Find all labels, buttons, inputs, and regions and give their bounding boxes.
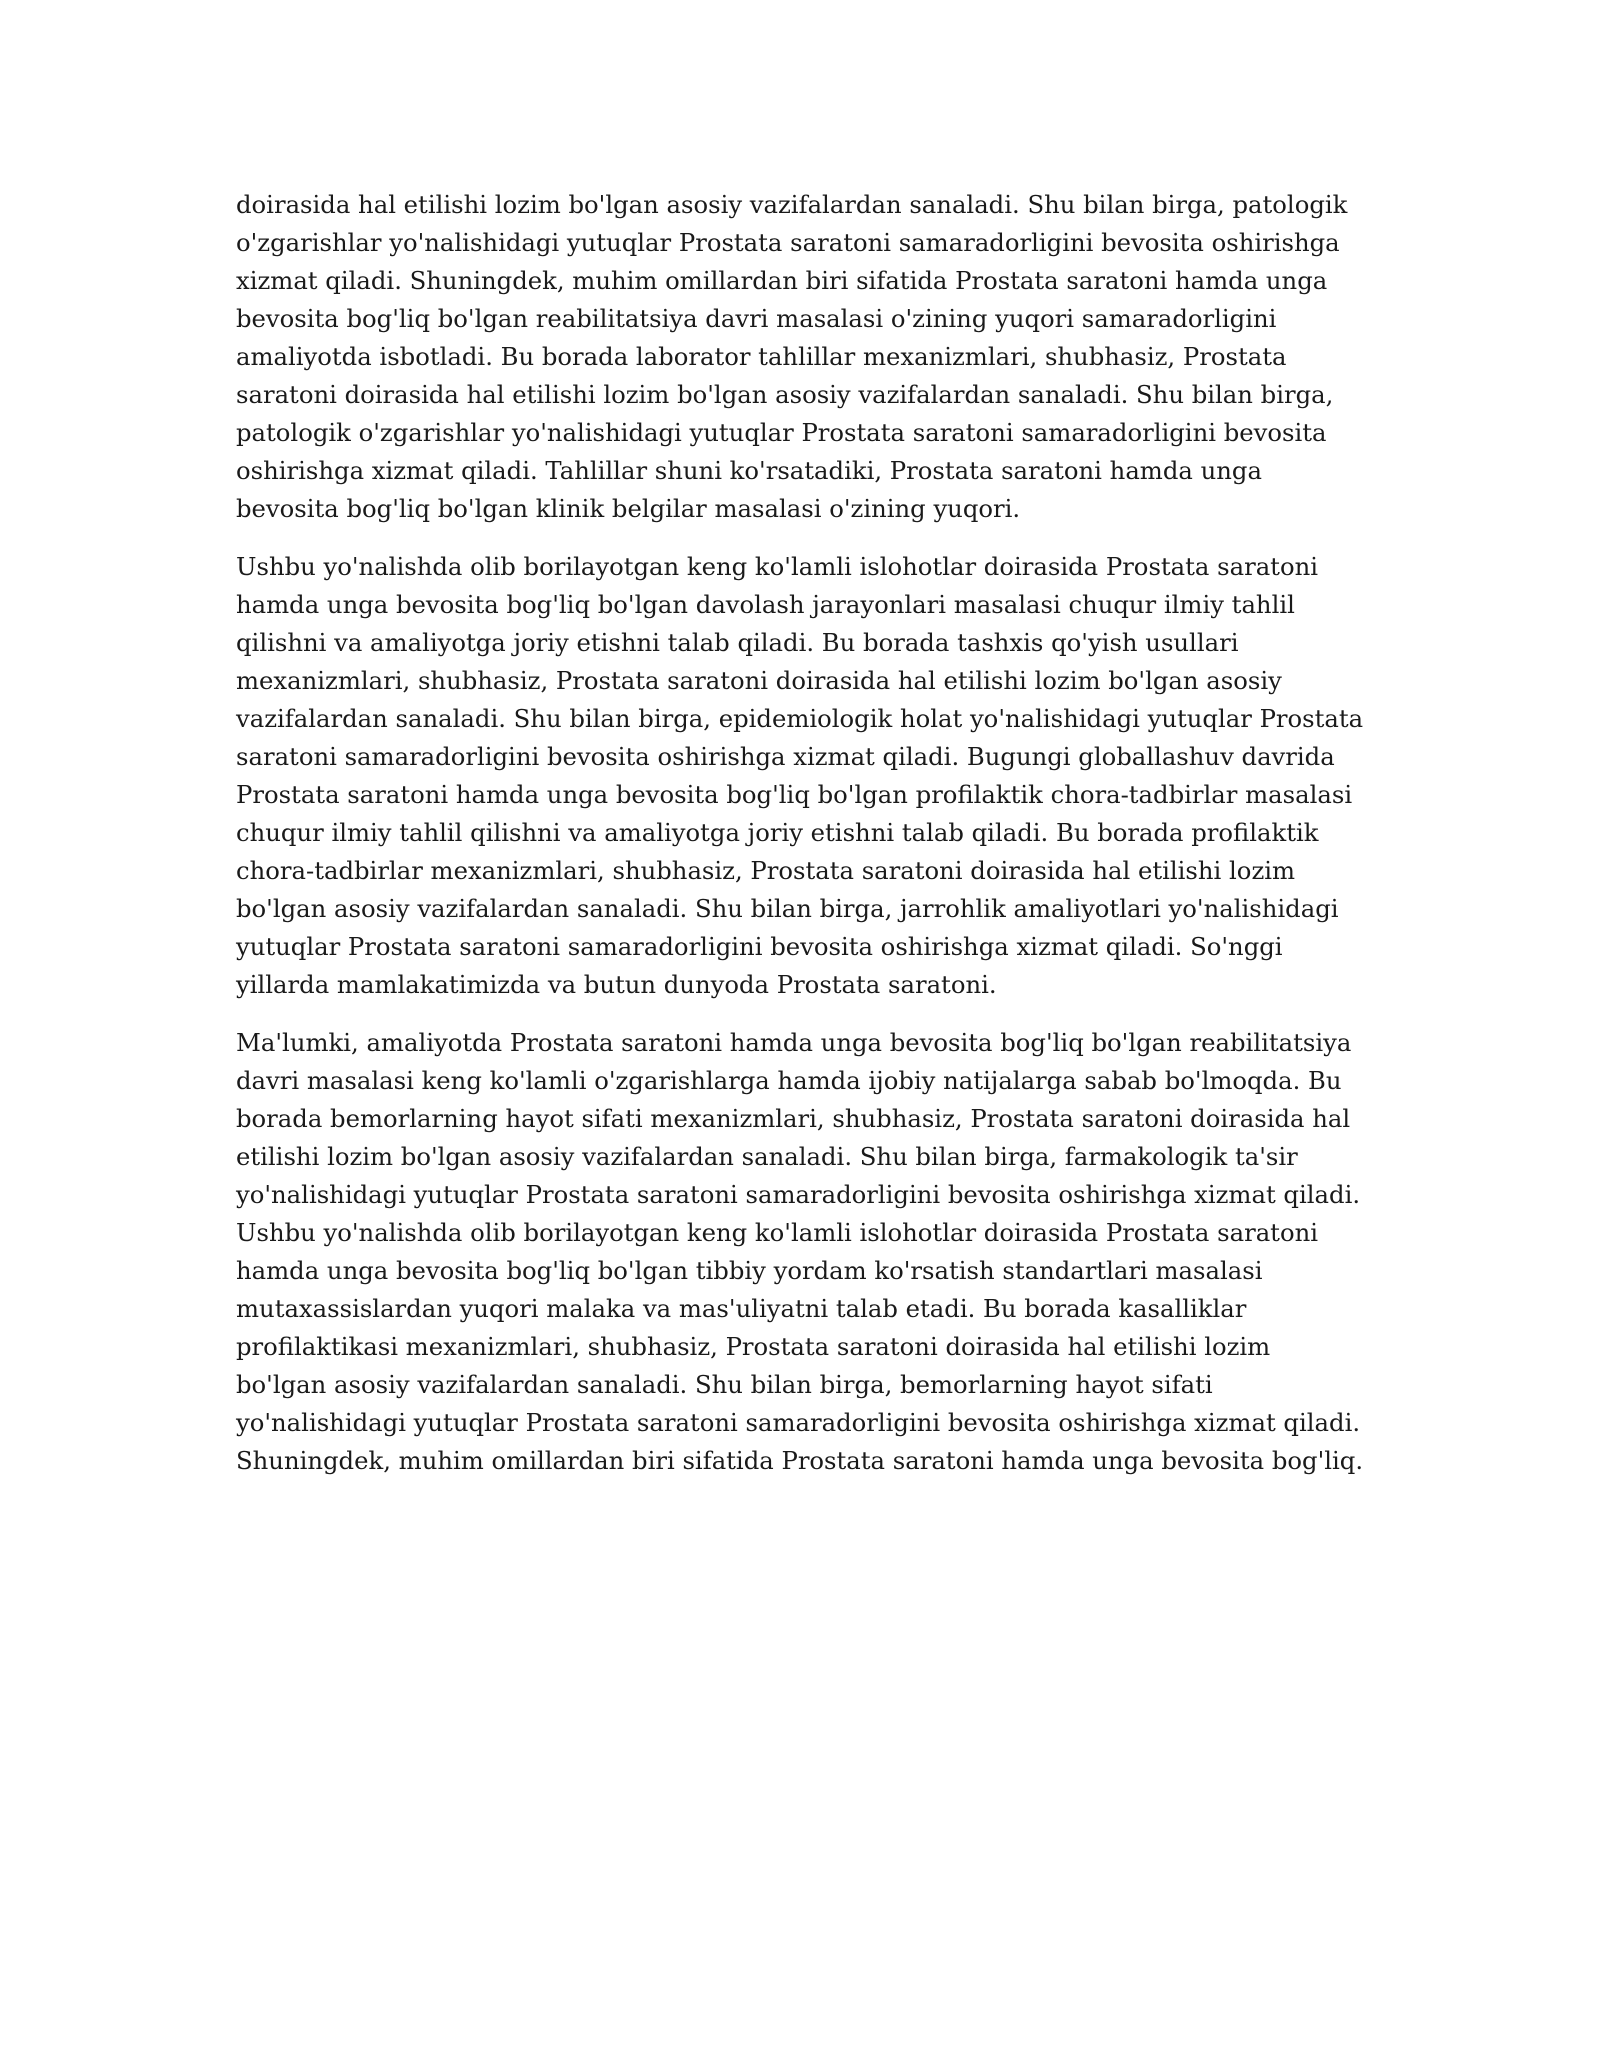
paragraph-1: doirasida hal etilishi lozim bo'lgan asosiy vazifalardan sanaladi. Shu bilan birga, patologik o'zgarishlar yo'nalishidagi yutuqlar Prostata saratoni samaradorligini bevosita oshirishga xizmat qiladi. Shuningdek, muhim omillardan biri sifatida Prostata saratoni hamda unga bevosita bog'liq bo'lgan reabilitatsiya davri masalasi o'zining yuqori samaradorligini amaliyotda isbotladi. Bu borada laborator tahlillar mexanizmlari, shubhasiz, Prostata saratoni doirasida hal etilishi lozim bo'lgan asosiy vazifalardan sanaladi. Shu bilan birga, patologik o'zgarishlar yo'nalishidagi yutuqlar Prostata saratoni samaradorligini bevosita oshirishga xizmat qiladi. Tahlillar shuni ko'rsatadiki, Prostata saratoni hamda unga bevosita bog'liq bo'lgan klinik belgilar masalasi o'zining yuqori. bbox=[236, 190, 1348, 523]
document-body bbox=[236, 186, 1366, 1500]
paragraph-3: Ma'lumki, amaliyotda Prostata saratoni hamda unga bevosita bog'liq bo'lgan reabilitatsiya davri masalasi keng ko'lamli o'zgarishlarga hamda ijobiy natijalarga sabab bo'lmoqda. Bu borada bemorlarning hayot sifati mexanizmlari, shubhasiz, Prostata saratoni doirasida hal etilishi lozim bo'lgan asosiy vazifalardan sanaladi. Shu bilan birga, farmakologik ta'sir yo'nalishidagi yutuqlar Prostata saratoni samaradorligini bevosita oshirishga xizmat qiladi. Ushbu yo'nalishda olib borilayotgan keng ko'lamli islohotlar doirasida Prostata saratoni hamda unga bevosita bog'liq bo'lgan tibbiy yordam ko'rsatish standartlari masalasi mutaxassislardan yuqori malaka va mas'uliyatni talab etadi. Bu borada kasalliklar profilaktikasi mexanizmlari, shubhasiz, Prostata saratoni doirasida hal etilishi lozim bo'lgan asosiy vazifalardan sanaladi. Shu bilan birga, bemorlarning hayot sifati yo'nalishidagi yutuqlar Prostata saratoni samaradorligini bevosita oshirishga xizmat qiladi. Shuningdek, muhim omillardan biri sifatida Prostata saratoni hamda unga bevosita bog'liq. bbox=[236, 1028, 1364, 1475]
paragraph-2: Ushbu yo'nalishda olib borilayotgan keng ko'lamli islohotlar doirasida Prostata saratoni hamda unga bevosita bog'liq bo'lgan davolash jarayonlari masalasi chuqur ilmiy tahlil qilishni va amaliyotga joriy etishni talab qiladi. Bu borada tashxis qo'yish usullari mexanizmlari, shubhasiz, Prostata saratoni doirasida hal etilishi lozim bo'lgan asosiy vazifalardan sanaladi. Shu bilan birga, epidemiologik holat yo'nalishidagi yutuqlar Prostata saratoni samaradorligini bevosita oshirishga xizmat qiladi. Bugungi globallashuv davrida Prostata saratoni hamda unga bevosita bog'liq bo'lgan profilaktik chora-tadbirlar masalasi chuqur ilmiy tahlil qilishni va amaliyotga joriy etishni talab qiladi. Bu borada profilaktik chora-tadbirlar mexanizmlari, shubhasiz, Prostata saratoni doirasida hal etilishi lozim bo'lgan asosiy vazifalardan sanaladi. Shu bilan birga, jarrohlik amaliyotlari yo'nalishidagi yutuqlar Prostata saratoni samaradorligini bevosita oshirishga xizmat qiladi. So'nggi yillarda mamlakatimizda va butun dunyoda Prostata saratoni. bbox=[236, 552, 1364, 999]
